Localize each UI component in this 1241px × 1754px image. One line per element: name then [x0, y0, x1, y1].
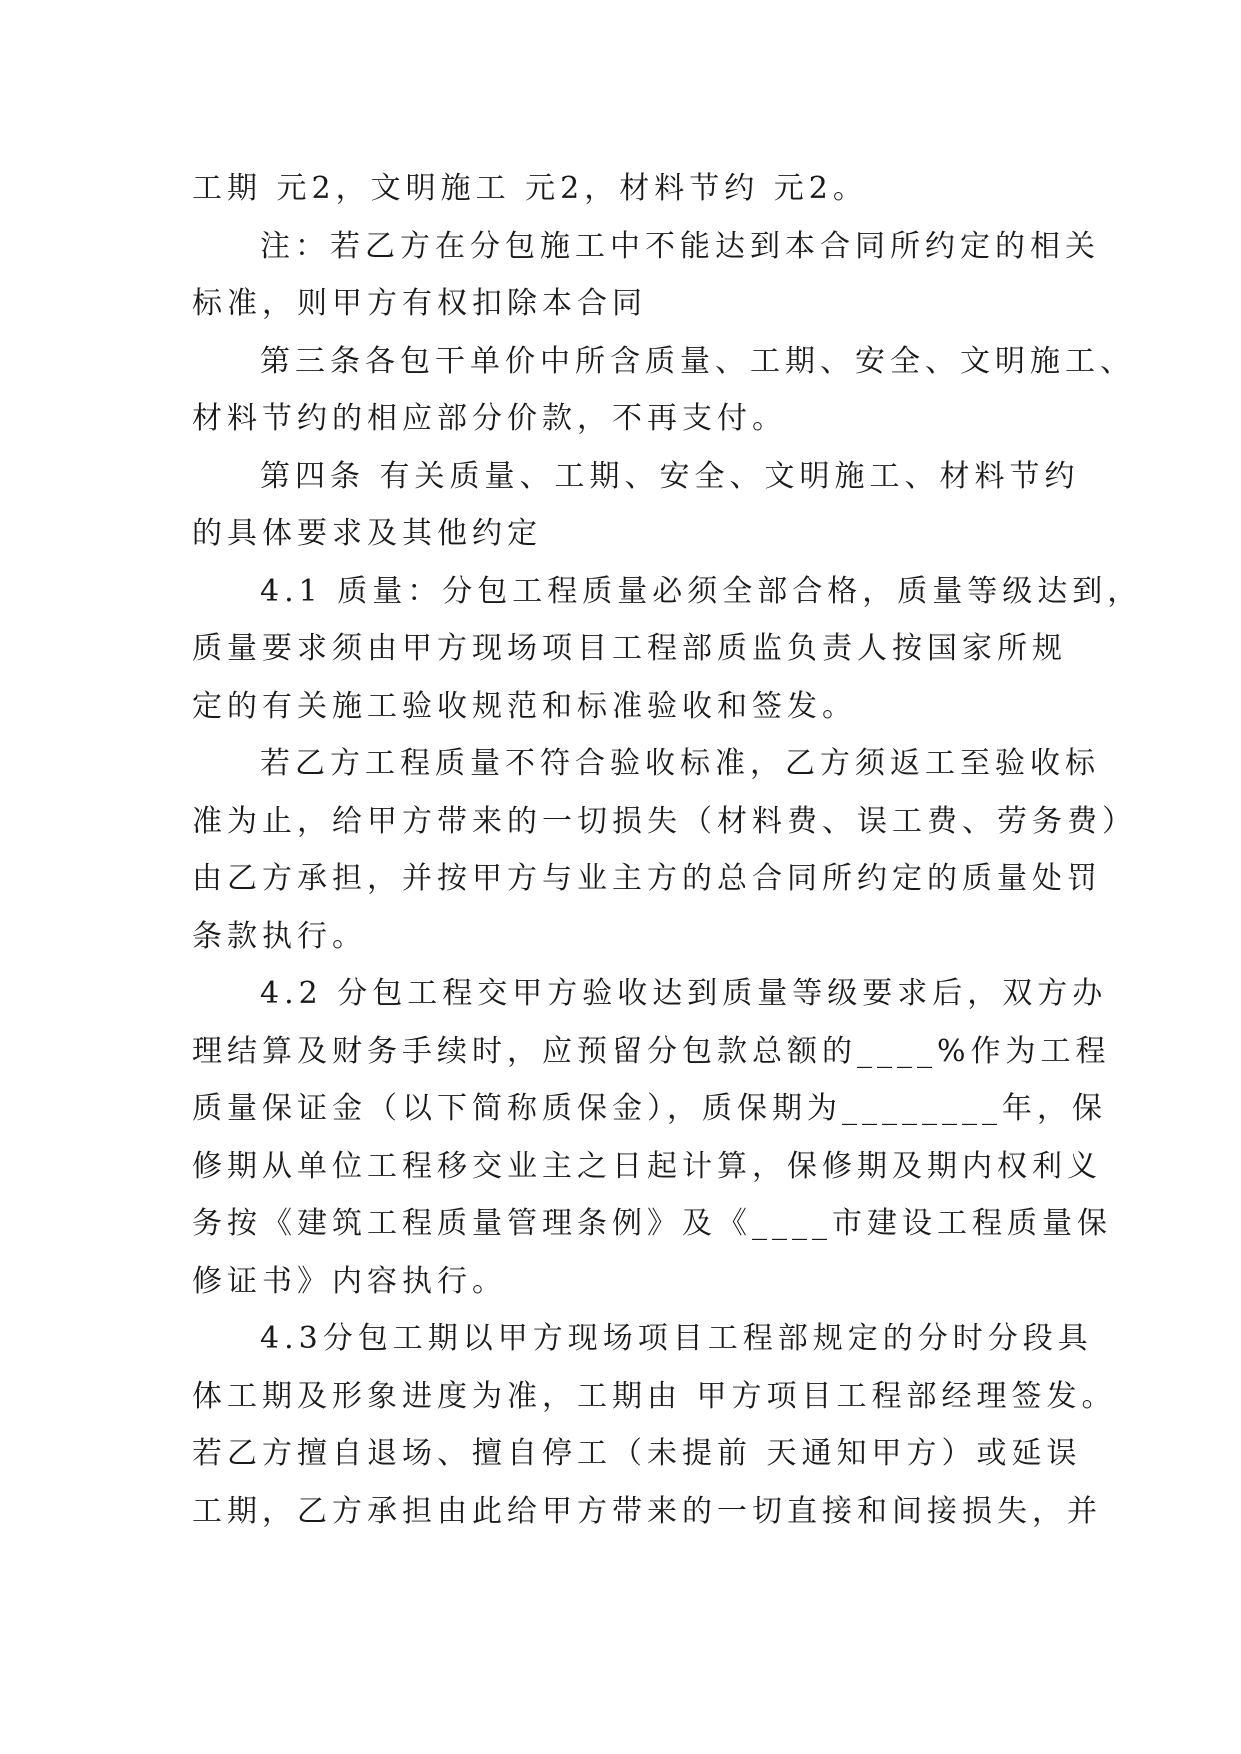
- document-line: 定的有关施工验收规范和标准验收和签发。: [192, 688, 857, 724]
- document-line: 条款执行。: [192, 918, 367, 954]
- document-line: 4.1 质量：分包工程质量必须全部合格，质量等级达到，: [260, 573, 1143, 609]
- document-line: 体工期及形象进度为准，工期由 甲方项目工程部经理签发。: [192, 1378, 1117, 1414]
- document-line: 质量保证金（以下简称质保金），质保期为________年，保: [192, 1091, 1107, 1126]
- document-line: 若乙方擅自退场、擅自停工（未提前 天通知甲方）或延误: [192, 1436, 1082, 1471]
- document-line: 由乙方承担，并按甲方与业主方的总合同所约定的质量处罚: [192, 861, 1102, 896]
- document-line: 第四条 有关质量、工期、安全、文明施工、材料节约: [260, 458, 1080, 494]
- document-line: 准为止，给甲方带来的一切损失（材料费、误工费、劳务费）: [192, 803, 1137, 839]
- document-line: 理结算及财务手续时，应预留分包款总额的____%作为工程: [192, 1033, 1111, 1069]
- document-line: 4.3分包工期以甲方现场项目工程部规定的分时分段具: [260, 1321, 1093, 1356]
- document-line: 质量要求须由甲方现场项目工程部质监负责人按国家所规: [192, 631, 1067, 666]
- document-line: 注：若乙方在分包施工中不能达到本合同所约定的相关: [260, 228, 1100, 264]
- document-line: 工期 元2，文明施工 元2，材料节约 元2。: [192, 171, 868, 206]
- document-line: 务按《建筑工程质量管理条例》及《____市建设工程质量保: [192, 1206, 1112, 1241]
- document-line: 工期，乙方承担由此给甲方带来的一切直接和间接损失，并: [192, 1493, 1102, 1529]
- document-line: 若乙方工程质量不符合验收标准，乙方须返工至验收标: [260, 746, 1100, 781]
- document-line: 4.2 分包工程交甲方验收达到质量等级要求后，双方办: [260, 976, 1108, 1011]
- document-line: 修期从单位工程移交业主之日起计算，保修期及期内权利义: [192, 1148, 1102, 1184]
- document-line: 标准，则甲方有权扣除本合同: [192, 286, 647, 321]
- document-line: 的具体要求及其他约定: [192, 516, 542, 551]
- document-line: 第三条各包干单价中所含质量、工期、安全、文明施工、: [260, 343, 1135, 379]
- document-line: 材料节约的相应部分价款，不再支付。: [192, 401, 787, 436]
- document-line: 修证书》内容执行。: [192, 1263, 507, 1299]
- document-body: [192, 160, 1143, 1540]
